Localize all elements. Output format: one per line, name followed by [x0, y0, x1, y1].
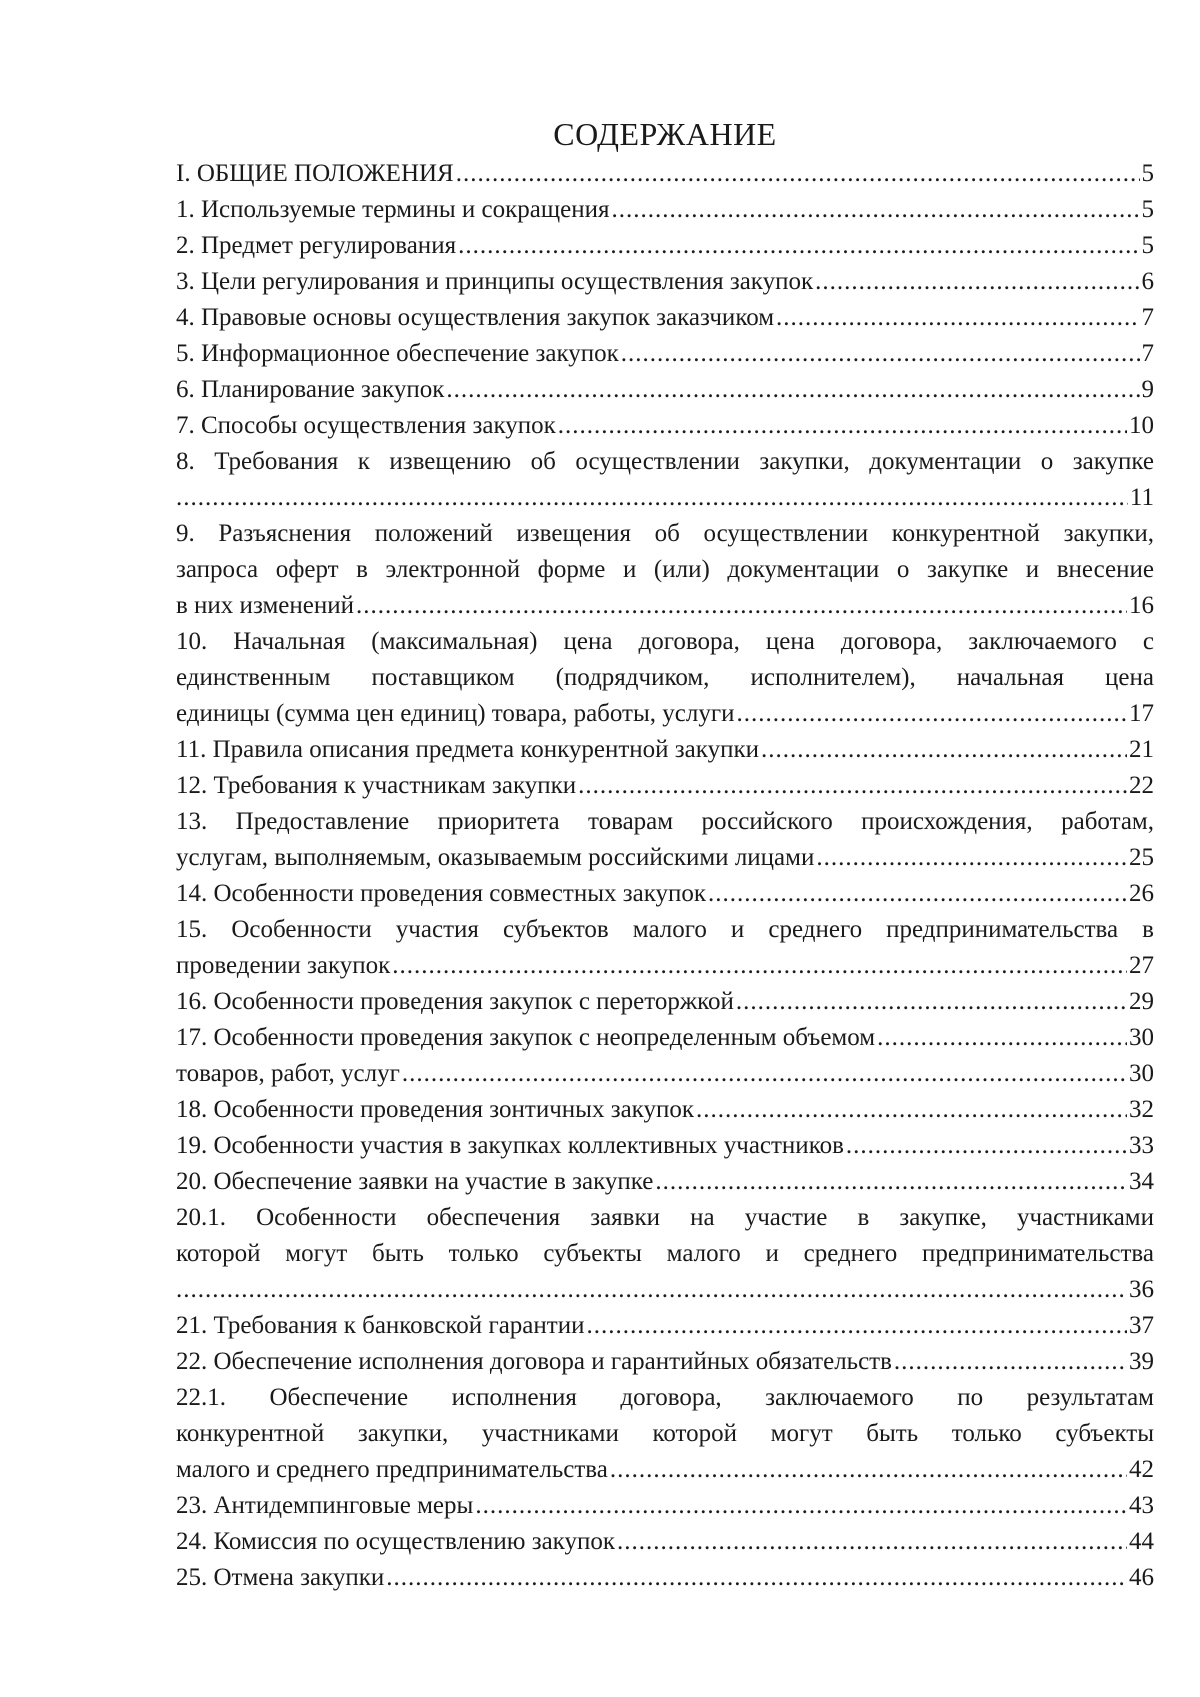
dot-leader [776, 300, 1139, 336]
toc-entry-text: 11. Правила описания предмета конкурентной закупки [176, 736, 759, 763]
dot-leader [816, 840, 1127, 876]
dot-leader [586, 1308, 1127, 1344]
dot-leader [356, 588, 1127, 624]
table-of-contents [176, 156, 1154, 1596]
toc-page-number: 46 [1129, 1564, 1154, 1591]
toc-page-number: 33 [1129, 1132, 1154, 1159]
toc-entry-text: 16. Особенности проведения закупок с переторжкой [176, 988, 734, 1015]
toc-entry-text-line: 10. Начальная (максимальная) цена договора, цена договора, заключаемого с [176, 628, 1154, 655]
toc-entry-text-line: 9. Разъяснения положений извещения об осуществлении конкурентной закупки, [176, 520, 1154, 547]
toc-entry-leader-line [176, 696, 1154, 732]
toc-entry-leader-line [176, 948, 1154, 984]
toc-entry-text-line: конкурентной закупки, участниками которой могут быть только субъекты [176, 1420, 1154, 1447]
toc-entry-leader-line [176, 1344, 1154, 1380]
dot-leader [392, 948, 1127, 984]
toc-entry-leader-line [176, 408, 1154, 444]
toc-entry[interactable] [176, 912, 1154, 984]
toc-entry[interactable] [176, 1020, 1154, 1056]
toc-page-number: 26 [1129, 880, 1154, 907]
toc-entry-leader-line [176, 480, 1154, 516]
toc-entry-text: 3. Цели регулирования и принципы осуществления закупок [176, 268, 814, 295]
toc-entry-leader-line [176, 372, 1154, 408]
dot-leader [176, 480, 1128, 516]
dot-leader [558, 408, 1127, 444]
dot-leader [456, 156, 1140, 192]
toc-page-number: 29 [1129, 988, 1154, 1015]
dot-leader [578, 768, 1127, 804]
dot-leader [386, 1560, 1127, 1596]
toc-entry-leader-line [176, 1272, 1154, 1308]
dot-leader [815, 264, 1139, 300]
toc-entry-leader-line [176, 1092, 1154, 1128]
toc-page-number: 30 [1129, 1024, 1154, 1051]
toc-entry-text: 21. Требования к банковской гарантии [176, 1312, 585, 1339]
toc-page-number: 16 [1129, 592, 1154, 619]
toc-entry-text: I. ОБЩИЕ ПОЛОЖЕНИЯ [176, 160, 454, 187]
toc-page-number: 7 [1141, 304, 1154, 331]
toc-page-number: 11 [1129, 484, 1154, 511]
toc-page-number: 27 [1129, 952, 1154, 979]
toc-entry-text: 22. Обеспечение исполнения договора и гарантийных обязательств [176, 1348, 892, 1375]
toc-entry[interactable] [176, 372, 1154, 408]
toc-page-number: 39 [1129, 1348, 1154, 1375]
toc-entry[interactable] [176, 1092, 1154, 1128]
toc-entry[interactable] [176, 192, 1154, 228]
toc-entry-text: товаров, работ, услуг [176, 1060, 400, 1087]
toc-entry[interactable] [176, 336, 1154, 372]
toc-entry-text: 20. Обеспечение заявки на участие в закупке [176, 1168, 654, 1195]
toc-entry[interactable] [176, 1344, 1154, 1380]
toc-entry-text: 12. Требования к участникам закупки [176, 772, 577, 799]
toc-entry-text: 2. Предмет регулирования [176, 232, 457, 259]
toc-page-number: 5 [1141, 160, 1154, 187]
toc-entry[interactable] [176, 228, 1154, 264]
dot-leader [696, 1092, 1127, 1128]
toc-entry-text: 17. Особенности проведения закупок с неопределенным объемом [176, 1024, 876, 1051]
toc-entry-text-line: единственным поставщиком (подрядчиком, исполнителем), начальная цена [176, 664, 1154, 691]
toc-page-number: 7 [1141, 340, 1154, 367]
toc-entry-text-line: 20.1. Особенности обеспечения заявки на участие в закупке, участниками [176, 1204, 1154, 1231]
toc-entry[interactable] [176, 444, 1154, 516]
toc-entry-text: 6. Планирование закупок [176, 376, 445, 403]
toc-page-number: 5 [1141, 196, 1154, 223]
toc-entry-text: услугам, выполняемым, оказываемым российскими лицами [176, 844, 815, 871]
toc-page-number: 44 [1129, 1528, 1154, 1555]
toc-entry-leader-line [176, 588, 1154, 624]
toc-entry[interactable] [176, 1560, 1154, 1596]
dot-leader [736, 984, 1127, 1020]
toc-entry-leader-line [176, 192, 1154, 228]
dot-leader [736, 696, 1127, 732]
toc-entry-leader-line [176, 336, 1154, 372]
toc-entry-text-line: 15. Особенности участия субъектов малого и среднего предпринимательства в [176, 916, 1154, 943]
toc-entry[interactable] [176, 1164, 1154, 1200]
toc-entry-leader-line [176, 732, 1154, 768]
dot-leader [621, 336, 1140, 372]
dot-leader [458, 228, 1139, 264]
toc-entry-text-line: 13. Предоставление приоритета товарам российского происхождения, работам, [176, 808, 1154, 835]
dot-leader [846, 1128, 1127, 1164]
dot-leader [610, 1452, 1127, 1488]
toc-entry-text: 19. Особенности участия в закупках коллективных участников [176, 1132, 844, 1159]
toc-entry[interactable] [176, 1128, 1154, 1164]
dot-leader [761, 732, 1127, 768]
toc-entry-text: 14. Особенности проведения совместных закупок [176, 880, 707, 907]
toc-entry-text: единицы (сумма цен единиц) товара, работы, услуги [176, 700, 735, 727]
toc-entry-text: 25. Отмена закупки [176, 1564, 385, 1591]
toc-entry[interactable] [176, 516, 1154, 624]
toc-entry-text: проведении закупок [176, 952, 391, 979]
toc-page-number: 25 [1129, 844, 1154, 871]
dot-leader [176, 1272, 1127, 1308]
dot-leader [402, 1056, 1127, 1092]
toc-entry-leader-line [176, 1020, 1154, 1056]
toc-entry-leader-line [176, 1488, 1154, 1524]
toc-entry[interactable] [176, 300, 1154, 336]
toc-entry[interactable] [176, 732, 1154, 768]
dot-leader [617, 1524, 1127, 1560]
toc-page-number: 6 [1141, 268, 1154, 295]
toc-entry-leader-line [176, 1524, 1154, 1560]
toc-page-number: 21 [1129, 736, 1154, 763]
toc-entry-leader-line [176, 1452, 1154, 1488]
toc-entry-leader-line [176, 876, 1154, 912]
toc-entry-leader-line [176, 1128, 1154, 1164]
toc-entry[interactable] [176, 408, 1154, 444]
dot-leader [446, 372, 1139, 408]
page-title: СОДЕРЖАНИЕ [553, 116, 777, 152]
toc-entry-text: 1. Используемые термины и сокращения [176, 196, 610, 223]
toc-entry-text-line: 22.1. Обеспечение исполнения договора, заключаемого по результатам [176, 1384, 1154, 1411]
toc-page-number: 5 [1141, 232, 1154, 259]
toc-entry-text: 7. Способы осуществления закупок [176, 412, 556, 439]
toc-page-number: 10 [1129, 412, 1154, 439]
toc-entry-text: малого и среднего предпринимательства [176, 1456, 608, 1483]
toc-entry-leader-line [176, 768, 1154, 804]
toc-entry-leader-line [176, 1308, 1154, 1344]
dot-leader [877, 1020, 1127, 1056]
toc-page-number: 22 [1129, 772, 1154, 799]
toc-entry[interactable] [176, 1056, 1154, 1092]
toc-entry-text: 4. Правовые основы осуществления закупок заказчиком [176, 304, 775, 331]
toc-page-number: 43 [1129, 1492, 1154, 1519]
dot-leader [708, 876, 1127, 912]
toc-entry-text: в них изменений [176, 592, 354, 619]
toc-entry-leader-line [176, 228, 1154, 264]
toc-entry-leader-line [176, 1056, 1154, 1092]
toc-entry-leader-line [176, 156, 1154, 192]
toc-entry-leader-line [176, 300, 1154, 336]
toc-entry[interactable] [176, 984, 1154, 1020]
toc-entry[interactable] [176, 1524, 1154, 1560]
toc-entry-leader-line [176, 264, 1154, 300]
dot-leader [475, 1488, 1127, 1524]
toc-entry[interactable] [176, 156, 1154, 192]
toc-entry[interactable] [176, 624, 1154, 732]
toc-entry[interactable] [176, 1488, 1154, 1524]
toc-entry-leader-line [176, 984, 1154, 1020]
toc-entry-leader-line [176, 1560, 1154, 1596]
dot-leader [612, 192, 1140, 228]
toc-entry[interactable] [176, 1200, 1154, 1308]
toc-entry[interactable] [176, 1308, 1154, 1344]
toc-entry-text: 18. Особенности проведения зонтичных закупок [176, 1096, 694, 1123]
toc-entry[interactable] [176, 1380, 1154, 1488]
dot-leader [894, 1344, 1127, 1380]
toc-entry-text: 24. Комиссия по осуществлению закупок [176, 1528, 616, 1555]
toc-page-number: 30 [1129, 1060, 1154, 1087]
toc-entry-text-line: которой могут быть только субъекты малого и среднего предпринимательства [176, 1240, 1154, 1267]
toc-page-number: 32 [1129, 1096, 1154, 1123]
toc-page-number: 17 [1129, 700, 1154, 727]
toc-entry-text: 23. Антидемпинговые меры [176, 1492, 474, 1519]
toc-entry-text: 5. Информационное обеспечение закупок [176, 340, 619, 367]
toc-entry[interactable] [176, 264, 1154, 300]
toc-entry[interactable] [176, 804, 1154, 876]
toc-entry-leader-line [176, 840, 1154, 876]
toc-page-number: 37 [1129, 1312, 1154, 1339]
toc-entry-text-line: 8. Требования к извещению об осуществлении закупки, документации о закупке [176, 448, 1154, 475]
toc-entry-leader-line [176, 1164, 1154, 1200]
dot-leader [655, 1164, 1127, 1200]
toc-page-number: 34 [1129, 1168, 1154, 1195]
toc-entry[interactable] [176, 768, 1154, 804]
toc-entry[interactable] [176, 876, 1154, 912]
toc-page-number: 42 [1129, 1456, 1154, 1483]
toc-page-number: 9 [1141, 376, 1154, 403]
document-page [176, 112, 1154, 1596]
toc-page-number: 36 [1129, 1276, 1154, 1303]
toc-entry-text-line: запроса оферт в электронной форме и (или) документации о закупке и внесение [176, 556, 1154, 583]
